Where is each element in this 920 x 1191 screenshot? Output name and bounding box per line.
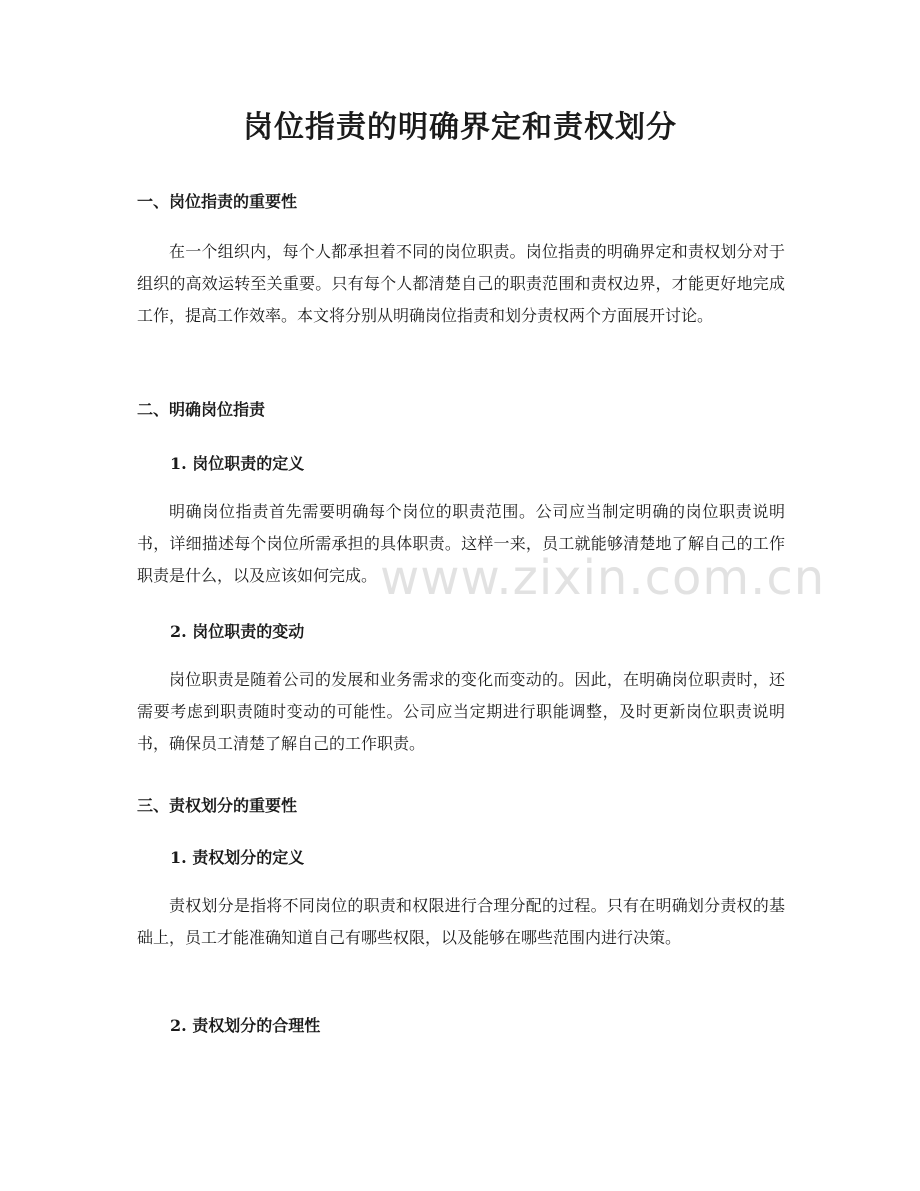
document-title: 岗位指责的明确界定和责权划分: [243, 110, 677, 145]
paragraph-duty-change: 岗位职责是随着公司的发展和业务需求的变化而变动的。因此，在明确岗位职责时，还需要考虑到职责随时变动的可能性。公司应当定期进行职能调整，及时更新岗位职责说明书，确保员工清楚了解自己的工作职责。: [137, 670, 785, 753]
subheading-authority-definition: 1. 责权划分的定义: [170, 848, 305, 867]
section-heading-importance: 一、岗位指责的重要性: [137, 192, 298, 211]
section-heading-authority-division: 三、责权划分的重要性: [137, 796, 298, 815]
subheading-duty-change: 2. 岗位职责的变动: [170, 622, 305, 641]
subheading-duty-definition: 1. 岗位职责的定义: [170, 454, 305, 473]
paragraph-duty-definition: 明确岗位指责首先需要明确每个岗位的职责范围。公司应当制定明确的岗位职责说明书，详细描述每个岗位所需承担的具体职责。这样一来，员工就能够清楚地了解自己的工作职责是什么，以及应该如何完成。: [137, 502, 785, 585]
watermark-text: www.zixin.com.cn: [380, 550, 826, 606]
subheading-authority-rationality: 2. 责权划分的合理性: [170, 1016, 321, 1035]
paragraph-authority-definition: 责权划分是指将不同岗位的职责和权限进行合理分配的过程。只有在明确划分责权的基础上，员工才能准确知道自己有哪些权限，以及能够在哪些范围内进行决策。: [137, 896, 785, 947]
section-heading-define-duties: 二、明确岗位指责: [137, 400, 266, 419]
section-paragraph-importance: 在一个组织内，每个人都承担着不同的岗位职责。岗位指责的明确界定和责权划分对于组织的高效运转至关重要。只有每个人都清楚自己的职责范围和责权边界，才能更好地完成工作，提高工作效率。本文将分别从明确岗位指责和划分责权两个方面展开讨论。: [137, 242, 785, 325]
